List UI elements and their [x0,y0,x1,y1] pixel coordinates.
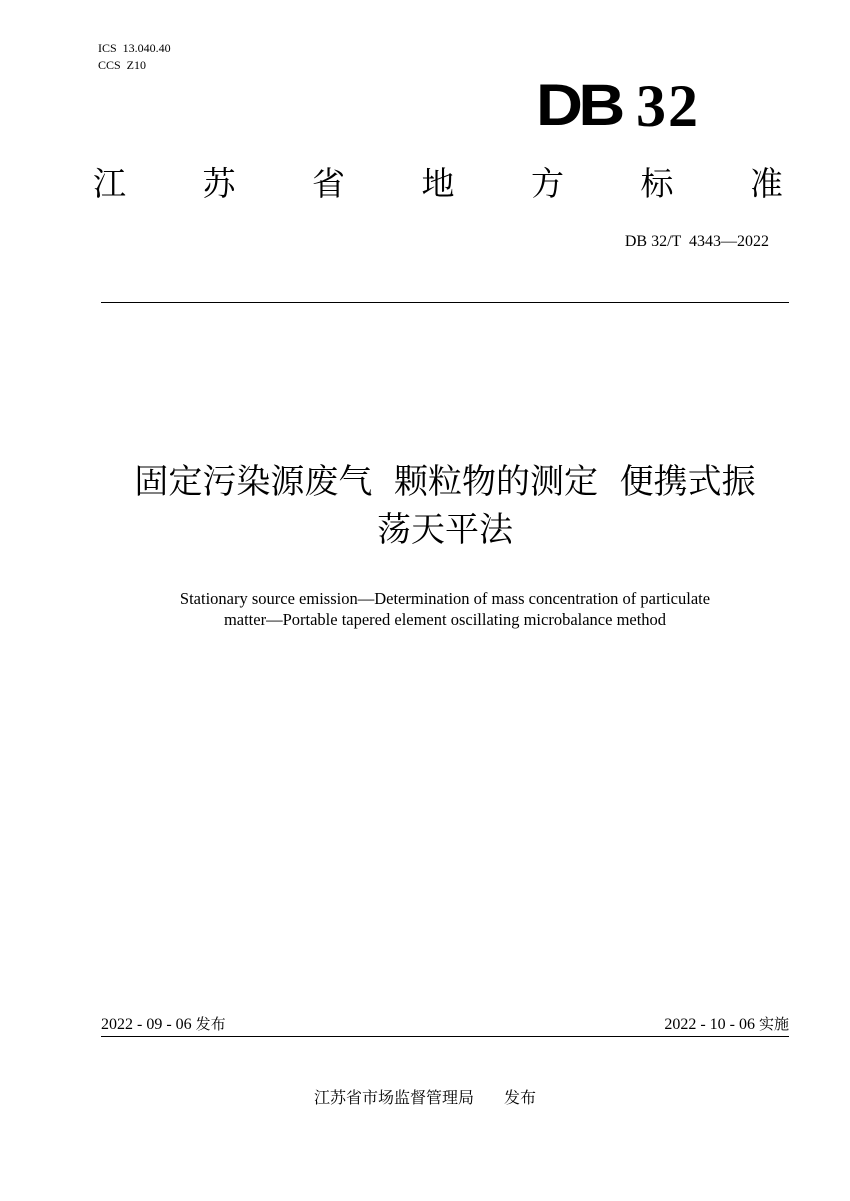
issue-date-value: 2022 - 09 - 06 [101,1016,196,1033]
english-title-line: matter—Portable tapered element oscillating microbalance method [223,610,667,629]
header-divider [101,302,789,303]
classification-codes [98,40,171,74]
publisher-name: 江苏省市场监督管理局 [313,1088,474,1107]
chinese-title-line: 固定污染源废气 颗粒物的测定 便携式振 [134,462,756,502]
issue-date [101,1014,226,1035]
publisher-action: 发布 [504,1088,537,1107]
category-char: 方 [531,164,564,203]
ics-code: ICS 13.040.40 [98,41,171,55]
chinese-title-line: 荡天平法 [377,510,513,550]
category-char: 省 [312,164,345,203]
ccs-code: CCS Z10 [98,58,147,72]
standard-category [93,162,783,206]
standard-number: DB 32/T 4343—2022 [624,233,769,250]
chinese-title [70,458,820,554]
publisher-line [0,1087,850,1109]
issue-label: 发布 [195,1015,226,1033]
implementation-label: 实施 [758,1015,789,1033]
standard-code-mark [536,73,736,139]
code-digits: 32 [636,73,700,139]
english-title-line: Stationary source emission—Determination of mass concentration of particulate [179,589,711,608]
category-char: 标 [640,164,674,203]
code-letters: DB [536,73,621,138]
category-char: 江 [93,164,126,203]
implementation-date-value: 2022 - 10 - 06 [664,1016,759,1033]
category-char: 准 [750,164,783,203]
english-title [70,588,820,630]
implementation-date [664,1014,789,1035]
category-char: 苏 [202,164,236,203]
category-char: 地 [421,164,455,203]
footer-divider [101,1036,789,1037]
